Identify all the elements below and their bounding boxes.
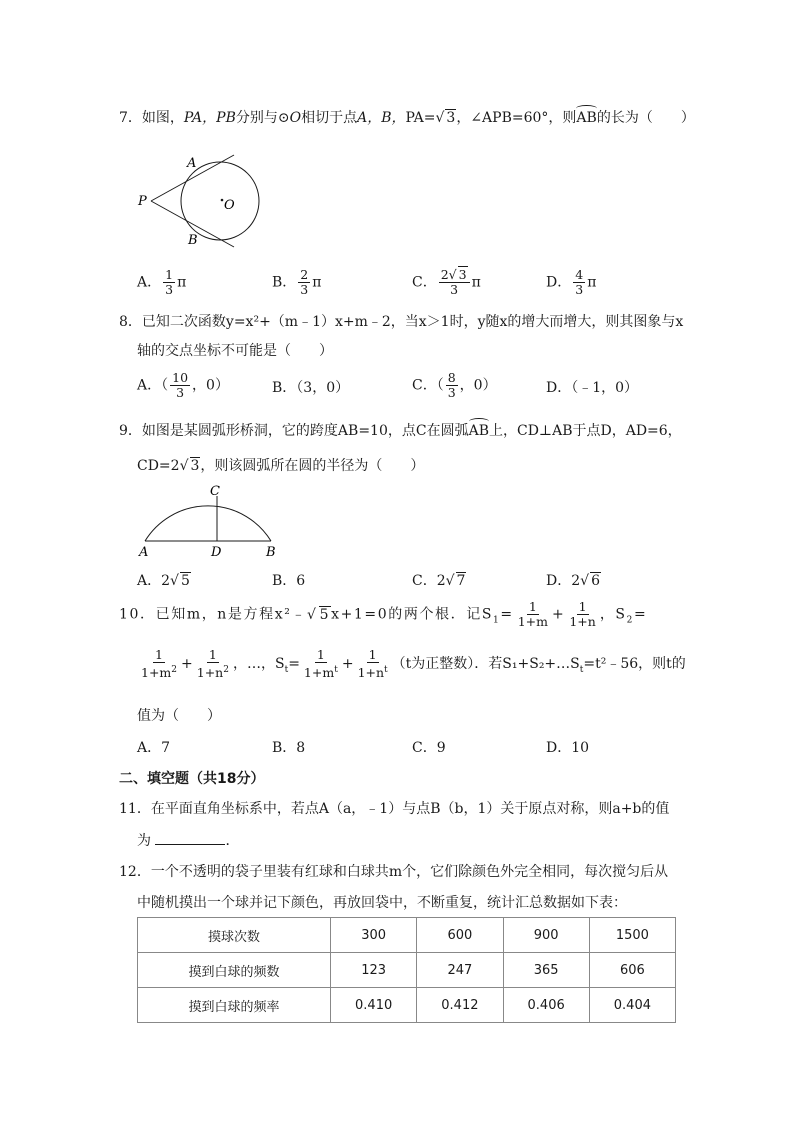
q10-option-d[interactable]: D．10 [546,740,590,756]
label-b: B [266,545,276,560]
q9-option-a[interactable]: A．2√ 5 [137,573,190,589]
q11-stem-line2: 为 ． [137,833,240,849]
arc-ab: AB [468,423,489,439]
q8-stem-line2: 轴的交点坐标不可能是（ ） [137,343,333,359]
label-b: B [188,233,198,248]
table-cell: 900 [503,918,589,953]
table-cell: 0.404 [589,988,675,1023]
q8-option-c[interactable]: C．（ $\frac{8}{3}$ ，0） [412,370,497,400]
q8-stem-line1: 8．已知二次函数y=x²+（m﹣1）x+m﹣2，当x＞1时，y随x的增大而增大，则其图象与x [119,314,684,330]
q7-stem: 7．如图，PA，PB分别与⊙O相切于点A，B，PA=√ 3，∠APB=60°，则AB的长为（ ） [119,110,695,126]
q9-stem-line1: 9．如图是某圆弧形桥洞，它的跨度AB=10，点C在圆弧AB上，CD⊥AB于点D，AD=6， [119,423,682,439]
q7-option-d[interactable]: D． $\frac{4}{3}$ π [546,267,597,297]
q8-option-b[interactable]: B．（3，0） [272,380,350,396]
q10-stem-line2: $\frac{1}{1+m^2}$ + $\frac{1}{1+n^2}$ ，…，$S_t=$ $\frac{1}{1+m^t}$ + $\frac{1}{1+n^t}$ （t为正整数）．若$S_1+S_2+\dots S_t=t^2﹣56$，则t的 [141,647,686,681]
q7-figure [130,150,270,250]
q10-stem-line1: 10．已知m，n是方程x²﹣√ 5x+1=0的两个根．记$S_1=$ $\frac{1}{1+m}$ + $\frac{1}{1+n}$ ，$S_2=$ [119,599,648,629]
table-cell: 300 [331,918,417,953]
table-cell: 1500 [589,918,675,953]
label-c: C [210,484,220,499]
q10-option-a[interactable]: A．7 [137,740,171,756]
table-cell: 摸球次数 [138,918,331,953]
label-d: D [211,545,222,560]
table-cell: 600 [417,918,503,953]
table-cell: 摸到白球的频率 [138,988,331,1023]
q10-option-c[interactable]: C．9 [412,740,446,756]
label-p: P [138,194,147,209]
q10-option-b[interactable]: B．8 [272,740,306,756]
arc-ab: AB [576,110,597,126]
q9-option-b[interactable]: B．6 [272,573,306,589]
q9-stem-line2: CD=2√ 3，则该圆弧所在圆的半径为（ ） [137,458,425,474]
table-cell: 365 [503,953,589,988]
q9-option-d[interactable]: D．2√ 6 [546,573,600,589]
q8-option-d[interactable]: D．（﹣1，0） [546,380,639,396]
table-cell: 606 [589,953,675,988]
label-o: O [224,198,235,213]
section-title: 二、填空题（共18分） [119,771,265,787]
table-cell: 123 [331,953,417,988]
label-a: A [187,156,197,171]
q9-figure [135,482,285,562]
table-cell: 0.410 [331,988,417,1023]
table-cell: 0.406 [503,988,589,1023]
q9-option-c[interactable]: C．2√ 7 [412,573,466,589]
label-a: A [139,545,149,560]
q7-option-c[interactable]: C． $\frac{2√ 3}{3}$ π [412,267,481,297]
table-cell: 0.412 [417,988,503,1023]
table-cell: 247 [417,953,503,988]
q10-stem-line3: 值为（ ） [137,708,221,724]
q7-option-a[interactable]: A． $\frac{1}{3}$ π [137,267,187,297]
answer-blank[interactable] [155,832,225,845]
table-row [138,988,676,1023]
table-row [138,918,676,953]
q12-stem-line1: 12．一个不透明的袋子里装有红球和白球共m个，它们除颜色外完全相同，每次搅匀后从 [119,864,669,880]
table-row [138,953,676,988]
q11-stem-line1: 11．在平面直角坐标系中，若点A（a，﹣1）与点B（b，1）关于原点对称，则a+b的值 [119,801,670,817]
sqrt-3: √ 3 [435,110,456,126]
frequency-table [137,917,676,1023]
table-cell: 摸到白球的频数 [138,953,331,988]
q7-option-b[interactable]: B． $\frac{2}{3}$ π [272,267,322,297]
q12-stem-line2: 中随机摸出一个球并记下颜色，再放回袋中，不断重复，统计汇总数据如下表： [137,895,627,911]
q8-option-a[interactable]: A．（ $\frac{10}{3}$ ，0） [137,370,229,400]
